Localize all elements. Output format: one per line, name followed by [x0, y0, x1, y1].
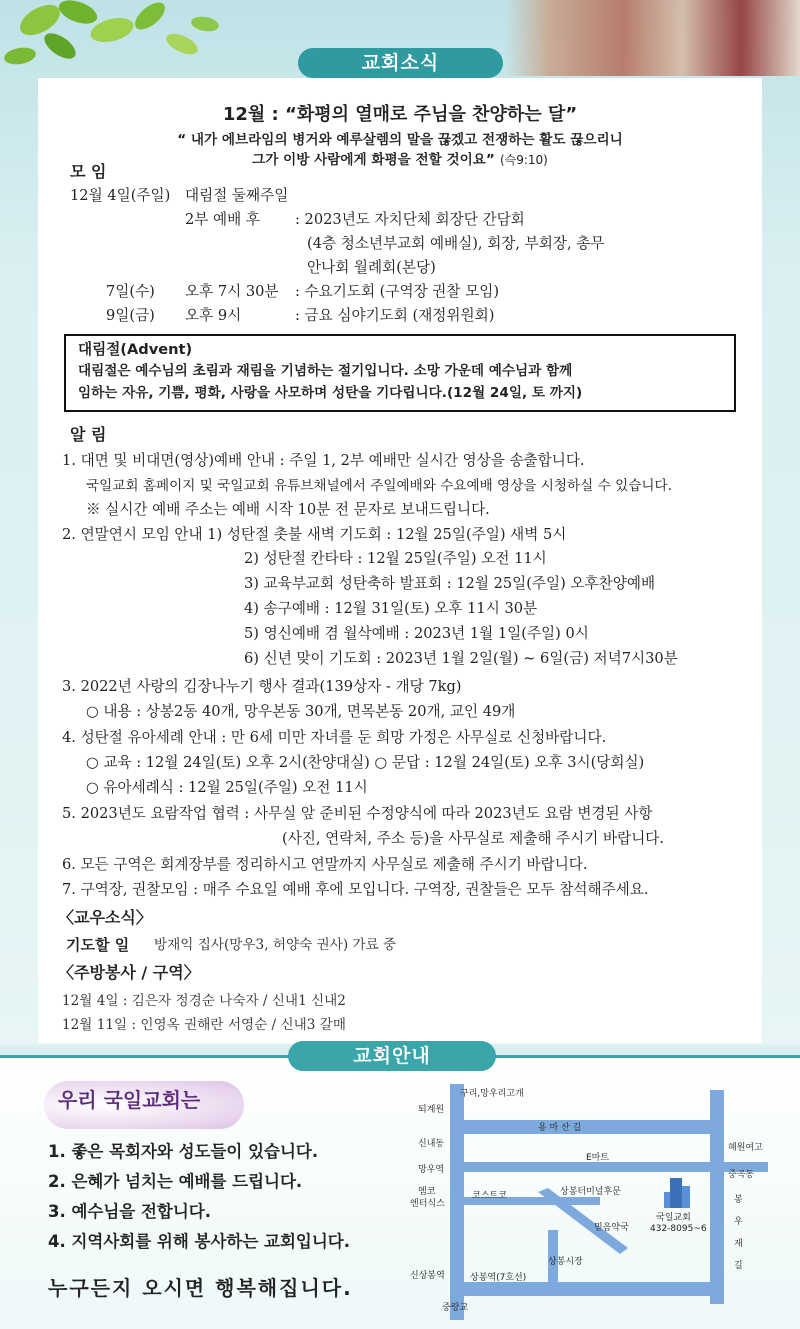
- notice-line: 4) 송구예배 : 12월 31일(토) 오후 11시 30분: [244, 600, 538, 617]
- map-label-toegyewon: 퇴계원: [418, 1105, 445, 1115]
- map-label-yongmasan: 용 마 산 길: [538, 1123, 582, 1133]
- advent-title: 대림절(Advent): [78, 341, 193, 358]
- verse-line-2-wrap: [0, 148, 800, 168]
- map-label-sangbong7: 상봉역(7호선): [470, 1273, 527, 1283]
- notice-line: 3) 교육부교회 성탄축하 발표회 : 12월 25일(주일) 오후찬양예배: [244, 575, 656, 592]
- members-heading: 〈교우소식〉: [58, 908, 152, 927]
- map-label-emco: 엠코: [418, 1187, 436, 1197]
- map-label-bongujae: 재: [734, 1239, 743, 1249]
- leaves-decoration: [0, 0, 260, 90]
- church-news-title: 교회소식: [298, 48, 503, 78]
- church-title: 우리 국일교회는: [58, 1088, 201, 1112]
- map-label-sangbong-market: 상봉시장: [548, 1257, 583, 1267]
- map-label-bongujae: 우: [734, 1217, 743, 1227]
- map-label-costco: 코스트코: [472, 1191, 507, 1201]
- map-label-entesix: 엔터식스: [410, 1199, 445, 1209]
- notice-line: 3. 2022년 사랑의 김장나누기 행사 결과(139상자 - 개당 7kg): [62, 678, 462, 695]
- notice-line: ○ 유아세례식 : 12월 25일(주일) 오전 11시: [86, 779, 368, 796]
- church-guide-title: 교회안내: [288, 1041, 496, 1071]
- notice-line: 6) 신년 맞이 기도회 : 2023년 1월 2일(월) ~ 6일(금) 저녁7시30분: [244, 650, 678, 667]
- meeting-date: 9일(금): [106, 307, 155, 324]
- kitchen-row: 12월 11일 : 인영옥 권해란 서영순 / 신내3 갈매: [62, 1017, 346, 1033]
- map-label-bongujae: 봉: [734, 1195, 743, 1205]
- notice-line: 5. 2023년도 요람작업 협력 : 사무실 앞 준비된 수정양식에 따라 2023년도 요람 변경된 사항: [62, 805, 653, 822]
- map-label-sinsangbong: 신상봉역: [410, 1271, 445, 1281]
- meetings-heading: 모 임: [70, 162, 107, 181]
- notice-line: 7. 구역장, 권찰모임 : 매주 수요일 예배 후에 모입니다. 구역장, 권찰들은 모두 참석해주세요.: [62, 881, 649, 898]
- map-label-sinnae: 신내동: [418, 1139, 445, 1149]
- church-item: 2. 은혜가 넘치는 예배를 드립니다.: [48, 1172, 303, 1191]
- advent-line-2: 임하는 자유, 기쁨, 평화, 사랑을 사모하며 성탄을 기다립니다.(12월 24일, 토 까지): [78, 385, 583, 401]
- notices-heading: 알 림: [70, 425, 107, 444]
- map-label-terminal: 상봉터미널후문: [560, 1187, 621, 1197]
- map-label-phone: 432-8095~6: [650, 1224, 707, 1234]
- notice-line: 2) 성탄절 칸타타 : 12월 25일(주일) 오전 11시: [244, 550, 547, 567]
- kitchen-heading: 〈주방봉사 / 구역〉: [58, 963, 200, 982]
- church-item: 3. 예수님을 전합니다.: [48, 1202, 212, 1221]
- meeting-date: 12월 4일(주일): [70, 187, 171, 204]
- verse-ref: (슥9:10): [499, 153, 548, 167]
- month-theme-title: 12월 : “화평의 열매로 주님을 찬양하는 달”: [222, 104, 578, 125]
- meeting-time: 오후 9시: [185, 307, 242, 324]
- meeting-desc: : 금요 심야기도회 (재정위원회): [295, 307, 495, 324]
- prayer-text: 방재익 집사(망우3, 허양숙 권사) 가료 중: [154, 937, 397, 953]
- map-label-mangu-station: 망우역: [418, 1165, 445, 1175]
- map-label-pharmacy: 믿음약국: [594, 1223, 629, 1233]
- map-label-gukil: 국일교회: [656, 1213, 691, 1223]
- church-item: 4. 지역사회를 위해 봉사하는 교회입니다.: [48, 1232, 351, 1251]
- church-location-map: [398, 1082, 768, 1322]
- map-label-north: 구리,망우리고개: [460, 1089, 524, 1099]
- meeting-time: 오후 7시 30분: [185, 283, 279, 300]
- map-label-bongujae: 길: [734, 1261, 743, 1271]
- notice-line: 4. 성탄절 유아세례 안내 : 만 6세 미만 자녀를 둔 희망 가정은 사무실로 신청바랍니다.: [62, 729, 607, 746]
- prayer-label: 기도할 일: [66, 936, 130, 954]
- notice-line: 5) 영신예배 겸 월삭예배 : 2023년 1월 1일(주일) 0시: [244, 625, 589, 642]
- meeting-time: 대림절 둘째주일: [185, 187, 289, 204]
- meeting-desc: : 2023년도 자치단체 회장단 간담회: [295, 211, 525, 228]
- notice-line: 2. 연말연시 모임 안내 1) 성탄절 촛불 새벽 기도회 : 12월 25일(주일) 새벽 5시: [62, 526, 567, 543]
- verse-line-2: 그가 이방 사람에게 화평을 전할 것이요”: [252, 152, 495, 168]
- map-label-junggok: 중곡동: [728, 1170, 755, 1180]
- notice-line: (사진, 연락처, 주소 등)을 사무실로 제출해 주시기 바랍니다.: [282, 830, 665, 847]
- notice-line: 국일교회 홈페이지 및 국일교회 유튜브채널에서 주일예배와 수요예배 영상을 시청하실 수 있습니다.: [86, 478, 672, 494]
- verse-line-1: “ 내가 에브라임의 병거와 예루살렘의 말을 끊겠고 전쟁하는 활도 끊으리니: [177, 132, 623, 148]
- meeting-date: 7일(수): [106, 283, 155, 300]
- church-building-icon: [664, 1178, 690, 1208]
- meeting-desc: 안나회 월례회(본당): [307, 259, 436, 276]
- notice-line: 1. 대면 및 비대면(영상)예배 안내 : 주일 1, 2부 예배만 실시간 영상을 송출합니다.: [62, 452, 585, 469]
- meeting-time: 2부 예배 후: [185, 211, 260, 228]
- christmas-choir-photo: [505, 0, 800, 76]
- notice-line: ○ 내용 : 상봉2동 40개, 망우본동 30개, 면목본동 20개, 교인 49개: [86, 703, 516, 720]
- notice-line: ※ 실시간 예배 주소는 예배 시작 10분 전 문자로 보내드립니다.: [86, 501, 490, 518]
- notice-line: 6. 모든 구역은 회계장부를 정리하시고 연말까지 사무실로 제출해 주시기 바랍니다.: [62, 856, 588, 873]
- map-label-emart: E마트: [586, 1153, 610, 1163]
- church-item: 1. 좋은 목회자와 성도들이 있습니다.: [48, 1142, 319, 1161]
- map-label-junghwa: 중랑교: [442, 1303, 469, 1313]
- kitchen-row: 12월 4일 : 김은자 정경순 나숙자 / 신내1 신내2: [62, 993, 346, 1009]
- meeting-desc: (4층 청소년부교회 예배실), 회장, 부회장, 총무: [307, 235, 605, 252]
- map-roads: [450, 1084, 768, 1320]
- notice-line: ○ 교육 : 12월 24일(토) 오후 2시(찬양대실) ○ 문답 : 12월 24일(토) 오후 3시(당회실): [86, 754, 645, 771]
- meeting-desc: : 수요기도회 (구역장 권찰 모임): [295, 283, 500, 300]
- advent-line-1: 대림절은 예수님의 초림과 재림을 기념하는 절기입니다. 소망 가운데 예수님과 함께: [78, 363, 573, 379]
- map-label-hyewon: 혜원여고: [728, 1143, 763, 1153]
- church-slogan: 누구든지 오시면 행복해집니다.: [48, 1276, 353, 1300]
